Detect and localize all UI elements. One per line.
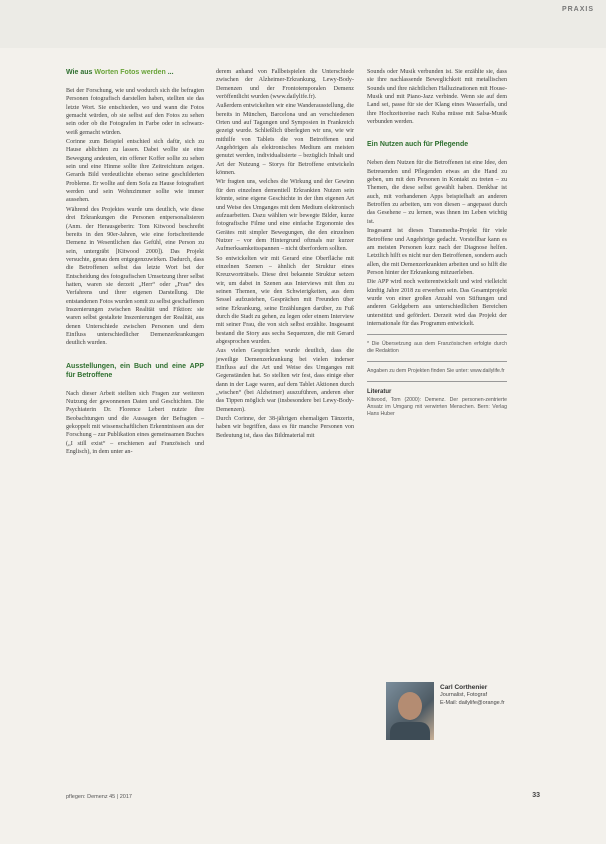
photo-shirt <box>390 722 430 740</box>
column-2 <box>216 68 354 441</box>
divider <box>367 381 507 382</box>
page-header-band <box>0 0 606 48</box>
project-info: Angaben zu dem Projekten finden Sie unter: www.dailylife.fr <box>367 368 505 375</box>
paragraph: Außerdem entwickelten wir eine Wanderausstellung, die bereits in München, Barcelona und an verschiedenen Orten und auf Tagungen und Symposien in Frankreich gezeigt wurde. Schließlich überlegten wir uns, wie wir mithilfe von Tablets die von Betroffenen und Angehörigen als elektronisches Medium am meisten genutzt werden, individualisierte – bezüglich Inhalt und Art der Nutzung – Storys für Betroffene entwickeln können. <box>216 103 354 177</box>
paragraph: Sounds oder Musik verbunden ist. Sie erzählte sie, dass sie ihre nachlassende Beweglichkeit mit metallischen Sounds und ihre nächtlichen Halluzinationen mit House-Musik und mit Piano-Jazz verbinde. Wenn sie auf dem Land sei, passe für sie der Klang eines Wasserfalls, und ihre Hochzeitsreise nach Kuba müsse mit Salsa-Musik verbunden werden. <box>367 69 507 126</box>
paragraph: Aus vielen Gesprächen wurde deutlich, dass die jeweilige Demenzerkrankung bei vielen inderser Einfluss auf die Art und Weise des Umganges mit Gegenständen hat. So stellten wir fest, dass einige eher dann in der Lage waren, auf dem Tablet Aktionen durch „wischen“ (bei Alzheimer) auszuführen, anderen eher das Tippen möglich war (insbesondere bei Lewy-Body-Demenzen). <box>216 348 354 413</box>
paragraph: Corinne zum Beispiel entschied sich dafür, sich zu Hause ablichten zu lassen. Dabei wollte sie eine Bewegung andeuten, ein offener Koffer sollte zu sehen sein und eine Hinme sollte ihre Zeitreichtum zeigen. Gerards Bild verdeutlichte ebenso seine geschilderten Probleme. Er wollte auf dem Sofa zu Hause fotografiert werden und sein Wohnzimmer sollte wie immer aussehen. <box>66 139 204 204</box>
divider <box>367 334 507 335</box>
author-box <box>386 682 526 742</box>
heading-exhibitions: Ausstellungen, ein Buch und eine APP für Betroffene <box>66 362 204 379</box>
author-photo <box>386 682 434 740</box>
author-text <box>440 684 530 707</box>
page-number: 33 <box>532 792 540 799</box>
heading-highlight: Worten Fotos werden <box>94 69 166 76</box>
author-email: E-Mail: dailylife@orange.fr <box>440 700 505 706</box>
paragraph: Wir fragten uns, welches die Wirkung und der Gewinn für den einzelnen dementiell Erkrankten Nutzen sein könnte, seine eigene Geschichte in der ihm eigenen Art und Weise des Umganges mit dem Medium elektronisch aufzuarbeiten. Dazu wählten wir bewegte Bilder, kurze fotografische Filme und eine einfache Ergonomie des Gerätes mit simpler Bewegungen, die den einzelnen Nutzer – vor dem Hintergrund oftmals nur kurzer Aufmerksamkeitsspannen – nicht überfordern sollten. <box>216 179 354 253</box>
paragraph: Die APP wird noch weiterentwickelt und wird vielleicht künftig Jahre 2018 zu erwerben sein. Das Gesamtprojekt wurde von einer großen Anzahl von Stiftungen und anderen Geldgebern aus unterschiedlichen Bereichen unterstützt und gefördert. Derzeit wird das Projekt der internationale für das Programm entwickelt. <box>367 279 507 327</box>
paragraph: Nach dieser Arbeit stellten sich Fragen zur weiteren Nutzung der gewonnenen Daten und Geschichten. Die Psychiaterin Dr. Florence Lebert nutzte ihre Beobachtungen und die Aussagen der Befragten – gekoppelt mit wissenschaftlichen Erkenntnissen aus der Forschung – zur Publikation eines gemeinsamen Buches („I still exist“ – erschienen auf Französisch und Englisch), in dem unter an- <box>66 390 204 456</box>
heading-caregivers: Ein Nutzen auch für Pflegende <box>367 141 469 149</box>
column-3 <box>367 68 507 418</box>
author-name: Carl Corthenier <box>440 684 488 691</box>
paragraph: Neben dem Nutzen für die Betroffenen ist eine Idee, den Betreuenden und Pflegenden etwas an die Hand zu geben, um mit den Personen in Kontakt zu treten – zu Themen, die diese selbst gewählt haben. Denkbar ist auch, mit vorhandenen Apps beispielhaft an anderen Betroffen zu arbeiten, um von diesen – angepasst durch das Gesehene – zu lernen, was ihnen im Leben wichtig ist. <box>367 160 507 225</box>
section-label: PRAXIS <box>561 6 594 13</box>
column-1 <box>66 68 204 457</box>
literature-text: Kitwood, Tom (2000): Demenz. Der personen-zentrierte Ansatz im Umgang mit verwirrten Menschen. Bern: Verlag Hans Huber <box>367 396 507 417</box>
heading-photos <box>66 68 204 77</box>
literature-heading: Literatur <box>367 389 392 396</box>
photo-head <box>398 692 422 720</box>
paragraph: derem anhand von Fallbeispielen die Unterschiede zwischen der Alzheimer-Erkrankung, Lewy-Body-Demenzen und der Frontotemporalen Demenz veröffentlicht wurden (www.dailylife.fr). <box>216 69 354 101</box>
paragraph: Insgesamt ist dieses Transmedia-Projekt für viele Betroffene und Angehörige gedacht. Vorstellbar kann es am meisten Personen kurz nach der Diagnose helfen. Letztlich hilft es nicht nur den Betroffenen, sondern auch allen, die mit Demenzerkrankten arbeiten und so hilft die Person hinter der Erkrankung mitzuerleben. <box>367 228 507 276</box>
divider <box>367 361 507 362</box>
paragraph: So entwickelten wir mit Gerard eine Oberfläche mit einzelnen Szenen – ähnlich der Struktur eines Kreuzworträtsels. Diese drei bekannte Struktur setzen wir, um dabei in Szenen aus Interviews mit ihm zu seinen Themen, wie den Schwierigkeiten, aus dem Sessel aufzustehen, Gesprächen mit Freunden über seine Erkrankung, seine Erzählungen darüber, zu Fuß durch die Stadt zu gehen, zu legen oder einem Interview mit seiner Frau, die von sich selbst erzählte. Insgesamt bestand die Story aus sechs Sequenzen, die mit Gerard abgesprochen wurden. <box>216 255 354 345</box>
heading-part: ... <box>165 69 174 76</box>
footer-journal: pflegen: Demenz 45 | 2017 <box>66 794 132 800</box>
author-role: Journalist, Fotograf <box>440 692 488 698</box>
paragraph: Bei der Forschung, wie und wodurch sich die befragten Personen fotografisch darstellen haben, stellten sie das letzte Wort. Sie entschieden, wo und wann die Fotos gemacht würden, ob sie selbst auf den Fotos zu sehen sein oder ob die Fotografen in Farbe oder in schwarz-weiß gemacht würden. <box>66 88 204 136</box>
heading-part: Wie aus <box>66 69 95 76</box>
paragraph: Während des Projektes wurde uns deutlich, wie diese drei Erkrankungen die Personen entpersonalisieren (Anm. der Herausgeberin: Tom Kitwood beschreibt bereits in den 90er-Jahren, wie eine fortschreitende Demenz in Wesentlichen das Gefühl, eine Person zu sein, untergräbt [Kitwood 2000]). Das Projekt versuchte, genau dem entgegenzuwirken. Dadurch, dass die Betroffenen selbst das letzte Wort bei der Entscheidung des fotografischen Umsetzung ihrer selbst hatten, waren sie derzeit „Herr“ oder „Frau“ des Verfahrens und ihrer eigenen Darstellung. Die entstandenen Fotos wurden somit zu selbst geschaffenen Inszenierungen zwischen Realität und Fiktion: sie waren selbst gestaltete Inszenierungen der Realität, aus denen Unterschiede zwischen Personen und dem Einfluss unterschiedlicher Demenzerkrankungen deutlich wurden. <box>66 206 204 347</box>
paragraph: Durch Corinne, der 38-jährigen ehemaligen Tänzerin, haben wir begriffen, dass es für manche Personen von Bedeutung ist, dass das Bildmaterial mit <box>216 416 354 439</box>
footnote: * Die Übersetzung aus dem Französischen erfolgte durch die Redaktion <box>367 341 507 355</box>
